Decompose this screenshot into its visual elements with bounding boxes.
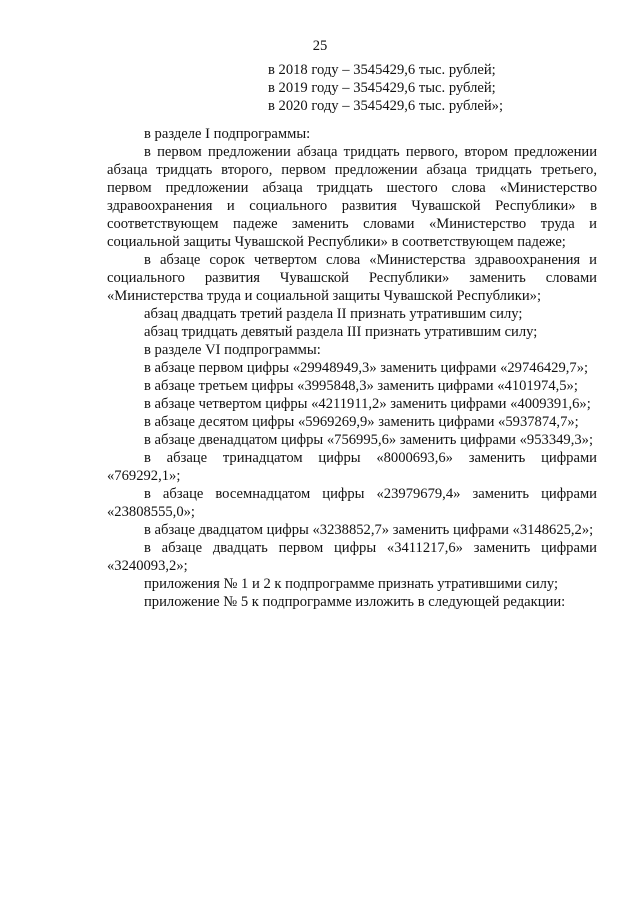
- year-amount-line: в 2020 году – 3545429,6 тыс. рублей»;: [268, 98, 504, 114]
- paragraph-appendix-5-new-edition: приложение № 5 к подпрограмме изложить в следующей редакции:: [144, 594, 566, 610]
- paragraph-figure-change: в абзаце десятом цифры «5969269,9» заменить цифрами «5937874,7»;: [144, 414, 579, 430]
- paragraph-figure-change: в абзаце третьем цифры «3995848,3» заменить цифрами «4101974,5»;: [144, 378, 578, 394]
- page-number: 25: [312, 38, 328, 54]
- paragraph-section-ii-repeal: абзац двадцать третий раздела II признать утратившим силу;: [144, 306, 523, 322]
- amendments-text: [107, 125, 597, 611]
- year-amounts-block: [268, 61, 608, 115]
- paragraph-section-vi-heading: в разделе VI подпрограммы:: [144, 342, 321, 358]
- paragraph-section-i-heading: в разделе I подпрограммы:: [144, 126, 311, 142]
- paragraph-section-iii-repeal: абзац тридцать девятый раздела III признать утратившим силу;: [144, 324, 538, 340]
- year-amount-line: в 2019 году – 3545429,6 тыс. рублей;: [268, 80, 496, 96]
- paragraph-figure-change: в абзаце тринадцатом цифры «8000693,6» заменить цифрами «769292,1»;: [107, 450, 597, 484]
- paragraph-abzac-44: в абзаце сорок четвертом слова «Министерства здравоохранения и социального развития Чувашской Республики» заменить словами «Министерства труда и социальной защиты Чувашской Республики»;: [107, 252, 597, 304]
- paragraph-ministry-rename: в первом предложении абзаца тридцать первого, втором предложении абзаца тридцать второго, первом предложении абзаца тридцать третьего, первом предложении абзаца тридцать шестого слова «Министерство здравоохранения и социального развития Чувашской Республики» в соответствующем падеже заменить словами «Министерство труда и социальной защиты Чувашской Республики» в соответствующем падеже;: [107, 144, 597, 250]
- paragraph-figure-change: в абзаце четвертом цифры «4211911,2» заменить цифрами «4009391,6»;: [144, 396, 591, 412]
- year-amount-line: в 2018 году – 3545429,6 тыс. рублей;: [268, 62, 496, 78]
- paragraph-figure-change: в абзаце двадцатом цифры «3238852,7» заменить цифрами «3148625,2»;: [144, 522, 594, 538]
- paragraph-figure-change: в абзаце двадцать первом цифры «3411217,6» заменить цифрами «3240093,2»;: [107, 540, 597, 574]
- paragraph-figure-change: в абзаце двенадцатом цифры «756995,6» заменить цифрами «953349,3»;: [144, 432, 594, 448]
- paragraph-appendix-repeal: приложения № 1 и 2 к подпрограмме признать утратившими силу;: [144, 576, 559, 592]
- paragraph-figure-change: в абзаце первом цифры «29948949,3» заменить цифрами «29746429,7»;: [144, 360, 589, 376]
- paragraph-figure-change: в абзаце восемнадцатом цифры «23979679,4» заменить цифрами «23808555,0»;: [107, 486, 597, 520]
